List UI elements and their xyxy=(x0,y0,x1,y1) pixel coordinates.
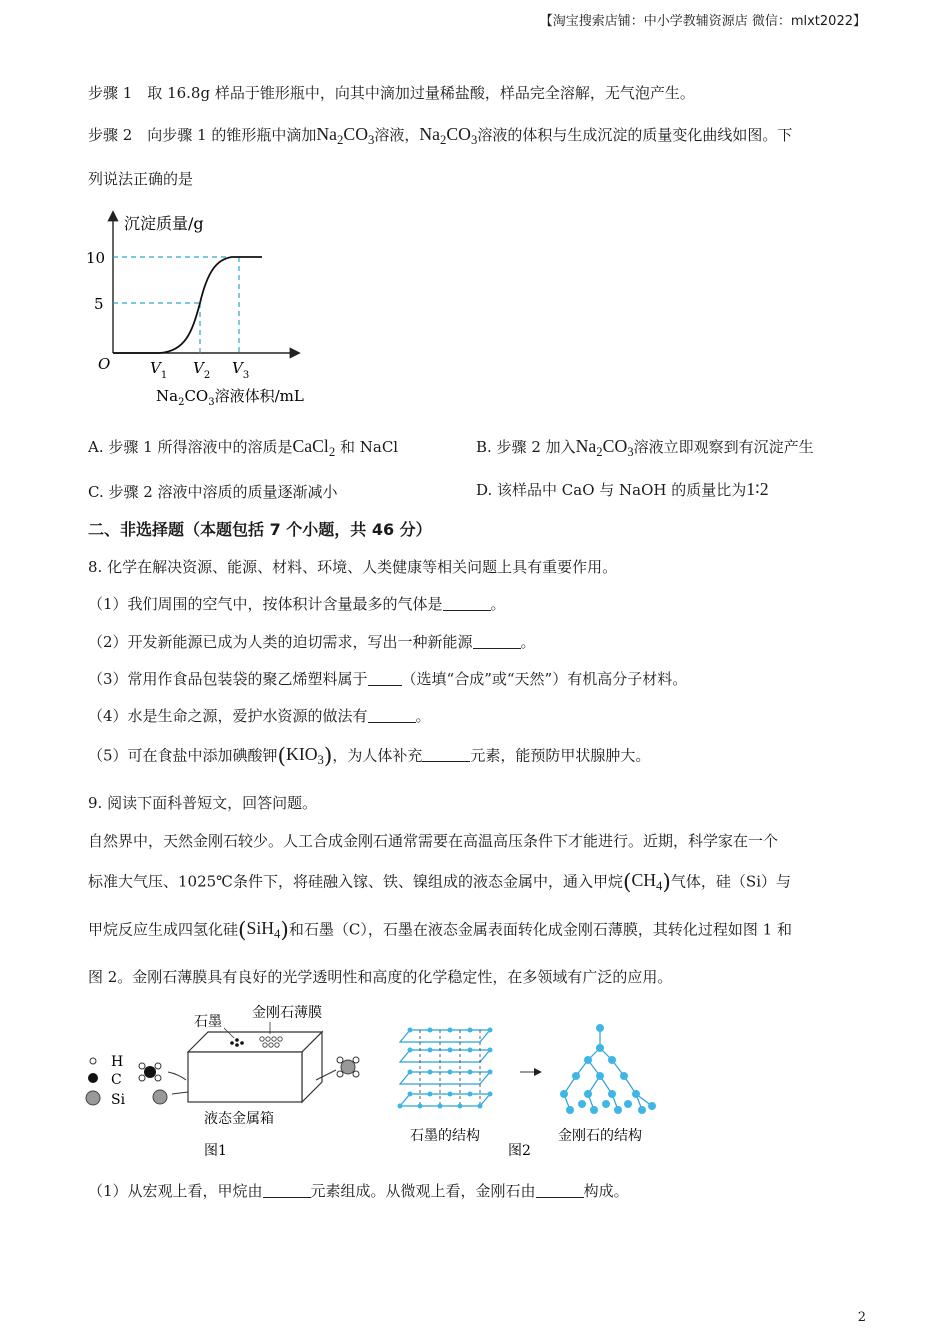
step2-text-a: 步骤 2 向步骤 1 的锥形瓶中滴加 xyxy=(88,126,317,144)
legend-h-label: H xyxy=(111,1054,124,1070)
arrow-in-2 xyxy=(172,1092,188,1094)
legend-c-label: C xyxy=(111,1072,122,1088)
legend-h-atom xyxy=(90,1058,96,1064)
graphite-atoms xyxy=(398,1028,493,1109)
arrow-in-1 xyxy=(168,1072,186,1080)
transformation-figure xyxy=(80,1000,680,1170)
legend-si-atom xyxy=(86,1091,100,1105)
origin-label: O xyxy=(98,355,111,373)
fig2-label: 图2 xyxy=(508,1143,531,1159)
step2-text-d: 列说法正确的是 xyxy=(88,170,194,188)
na2co3-formula: $Na_2CO_3$ xyxy=(316,124,375,147)
section-2-heading: 二、非选择题（本题包括 7 个小题，共 46 分） xyxy=(88,520,432,539)
legend-c-atom xyxy=(88,1073,98,1083)
step2-text-c: 溶液的体积与生成沉淀的质量变化曲线如图。下 xyxy=(477,126,793,144)
page-header: 【淘宝搜索店铺：中小学教辅资源店 微信：mlxt2022】 xyxy=(539,14,866,29)
na2co3-formula-2: $Na_2CO_3$ xyxy=(419,124,478,147)
graphite-structure-label: 石墨的结构 xyxy=(410,1128,480,1144)
q8-part2: （2）开发新能源已成为人类的迫切需求，写出一种新能源 。 xyxy=(88,633,536,651)
q9-line2: 标准大气压、1025℃条件下，将硅融入镓、铁、镍组成的液态金属中，通入甲烷$(CH_4)$气体，硅（Si）与 xyxy=(88,870,791,895)
q9-line4: 图 2。金刚石薄膜具有良好的光学透明性和高度的化学稳定性，在多领域有广泛的应用。 xyxy=(88,968,673,986)
xtick-v2: $V_2$ xyxy=(193,359,211,381)
silicon-atom xyxy=(153,1090,167,1104)
diamond-structure-label: 金刚石的结构 xyxy=(558,1128,642,1144)
step2-line xyxy=(88,124,792,148)
liquid-metal-box xyxy=(188,1032,322,1102)
q9-part1: （1）从宏观上看，甲烷由 元素组成。从微观上看，金刚石由 构成。 xyxy=(88,1182,629,1200)
q9-stem: 9. 阅读下面科普短文，回答问题。 xyxy=(88,794,318,812)
xtick-v3: $V_3$ xyxy=(232,359,250,381)
graphite-structure xyxy=(400,1030,490,1106)
page-number: 2 xyxy=(857,1310,866,1325)
fig1-label: 图1 xyxy=(204,1143,227,1159)
xtick-v1: $V_1$ xyxy=(150,359,168,381)
step2-text-b: 溶液， xyxy=(374,126,420,144)
ytick-10: 10 xyxy=(86,249,106,267)
data-curve xyxy=(113,257,262,353)
graphite-label: 石墨 xyxy=(194,1014,222,1030)
q8-stem: 8. 化学在解决资源、能源、材料、环境、人类健康等相关问题上具有重要作用。 xyxy=(88,558,618,576)
option-b: B. 步骤 2 加入$Na_2CO_3$溶液立即观察到有沉淀产生 xyxy=(476,436,814,459)
option-d: D. 该样品中 CaO 与 NaOH 的质量比为1∶2 xyxy=(476,479,769,499)
q9-line1: 自然界中，天然金刚石较少。人工合成金刚石通常需要在高温高压条件下才能进行。近期，科学家在一个 xyxy=(88,832,779,850)
q8-part3: （3）常用作食品包装袋的聚乙烯塑料属于 （选填“合成”或“天然”）有机高分子材料。 xyxy=(88,670,688,688)
q8-part4: （4）水是生命之源，爱护水资源的做法有 。 xyxy=(88,707,431,725)
precipitate-chart xyxy=(80,205,320,415)
step1-text: 步骤 1 取 16.8g 样品于锥形瓶中，向其中滴加过量稀盐酸，样品完全溶解，无气泡产生。 xyxy=(88,84,695,102)
q8-part1: （1）我们周围的空气中，按体积计含量最多的气体是 。 xyxy=(88,595,506,613)
diamond-atoms xyxy=(560,1024,656,1114)
ytick-5: 5 xyxy=(94,295,104,313)
diamond-film-label: 金刚石薄膜 xyxy=(252,1005,322,1021)
q9-line3: 甲烷反应生成四氢化硅(SiH$_4$)和石墨（C），石墨在液态金属表面转化成金刚石薄膜，其转化过程如图 1 和 xyxy=(88,918,792,943)
option-a: A. 步骤 1 所得溶液中的溶质是CaCl$_2$ 和 NaCl xyxy=(88,436,399,459)
q8-part5: （5）可在食盐中添加碘酸钾$(KIO_3)$，为人体补充 元素，能预防甲状腺肿大。 xyxy=(88,744,651,769)
sih4-molecule xyxy=(337,1057,359,1077)
legend-si-label: Si xyxy=(111,1092,126,1108)
x-axis-label: $Na_2CO_3$溶液体积/mL xyxy=(156,387,304,408)
y-axis-label: 沉淀质量/g xyxy=(124,214,204,233)
methane-molecule xyxy=(139,1063,161,1081)
diamond-bonds xyxy=(564,1030,652,1110)
option-c: C. 步骤 2 溶液中溶质的质量逐渐减小 xyxy=(88,483,338,501)
box-label: 液态金属箱 xyxy=(204,1111,274,1127)
